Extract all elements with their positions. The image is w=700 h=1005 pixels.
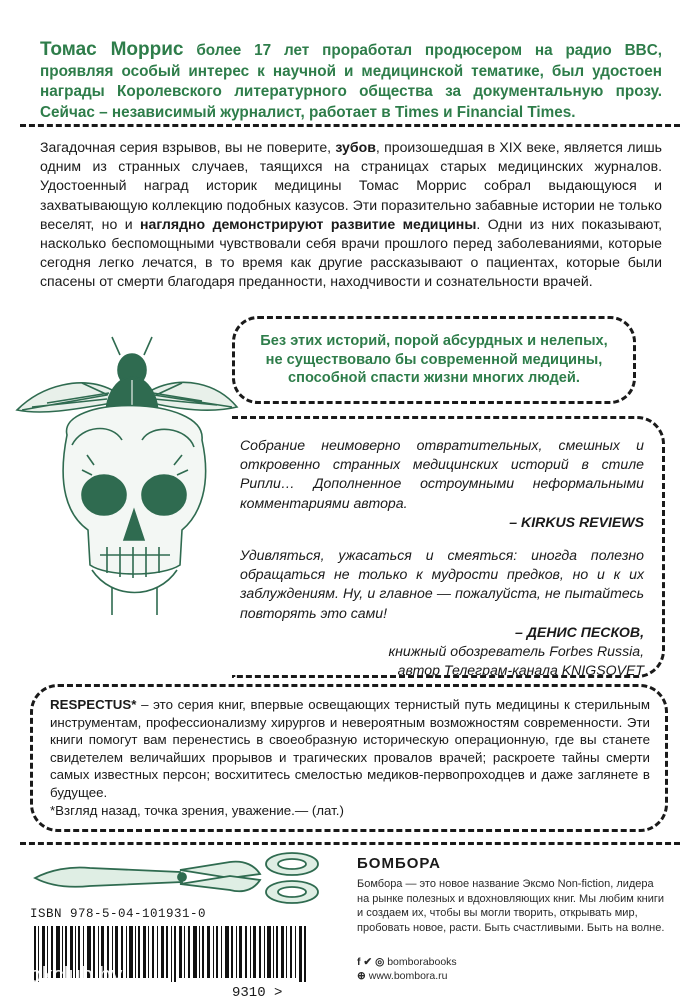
skull-beetle-illustration [12,315,242,685]
review-quote: Собрание неимоверно отвратительных, смешных и откровенно странных медицинских историй в стиле Рипли… Дополненное остроумными неформальными комментариями автора. [240,437,644,511]
author-bio-text: более 17 лет проработал продюсером на радио BBC, проявляя особый интерес к научной и медицинской тематике, был удостоен награды Королевского литературного общества за документальную прозу. Сейчас – независимый журналист, работает в Times и Financial Times. [40,42,662,121]
forceps-illustration [30,848,330,906]
divider-footer [20,842,680,845]
description-bold: наглядно демонстрируют развитие медицины [140,215,477,232]
social-handle: bomborabooks [387,956,457,968]
author-name: Томас Моррис [40,39,184,60]
publisher-description: Бомбора — это новое название Эксмо Non-fiction, лидера на рынке полезных и вдохновляющих книг. Мы любим книги и создаем их, чтобы вы могли творить, открывать мир, пробовать новое, расти. Быть счастливыми. Быть на волне. [357,878,665,934]
social-icons: f ✔ ◎ [357,956,385,968]
review-source: – ДЕНИС ПЕСКОВ, [515,623,644,640]
isbn-text: ISBN 978-5-04-101931-0 [30,907,207,921]
review-source: – KIRKUS REVIEWS [509,513,644,530]
globe-icon: ⊕ [357,970,366,982]
callout-line: способной спасти жизни многих людей. [288,370,580,387]
publisher-social [357,955,457,983]
series-text: – это серия книг, впервые освещающих тернистый путь медицины к стерильным инструментам, профессионализму хирургов и невероятным возможностям современности. Эти книги помогут вам перенестись в своеобразную историческую операционную, где вы станете свидетелем величайших прорывов и трагических провалов врачей; раскроете тайны смерти самых известных персон; восхититесь смелостью медиков-первопроходцев и даже заглянете в будущее. [50,697,650,800]
description-part: , произошедшая в XIX веке, является лишь одним из странных случаев, таящихся на страницах старых медицинских журналов. Удостоенный наград историк медицины Томас Моррис собрал выдающуюся и захватывающую коллекцию подобных казусов. Эти поразительно забавные истории не только веселят, но и [40,139,662,232]
review-peskov [240,546,644,680]
callout-line: Без этих историй, порой абсурдных и нелепых, [260,333,608,350]
publisher-name: БОМБОРА [357,855,441,872]
watermark: bookclub.by [5,962,123,987]
highlight-callout [232,316,636,404]
description-part: . Одни из них показывают, насколько беспомощными чувствовали себя врачи прошлого перед заболеваниями, которые сегодня легко лечатся, в то время как другие рассказывают о пациентах, которые были спасены от смерти благодаря преданности, находчивости и сознательности врачей. [40,215,662,290]
review-quote: Удивляться, ужасаться и смеяться: иногда полезно обращаться не только к мудрости предков, но и к их заблуждениям. Ну, и главное — пожалуйста, не пытайтесь повторять это сами! [240,547,644,621]
publisher-website[interactable]: www.bombora.ru [368,970,448,982]
series-name: RESPECTUS* [50,697,137,712]
review-source-detail: автор Телеграм-канала KNIGSOVET [397,662,644,679]
series-footnote: *Взгляд назад, точка зрения, уважение.— (лат.) [50,802,344,818]
author-bio [40,40,662,123]
review-source-detail: книжный обозреватель Forbes Russia, [388,643,644,660]
description [40,138,662,292]
barcode-digits: 9310 > [232,985,283,1001]
series-description [50,696,650,819]
description-bold: зубов [335,139,376,155]
review-kirkus [240,436,644,532]
divider-top [20,124,680,127]
description-part: Загадочная серия взрывов, вы не поверите, [40,139,336,155]
callout-line: не существовало бы современной медицины, [265,351,603,368]
